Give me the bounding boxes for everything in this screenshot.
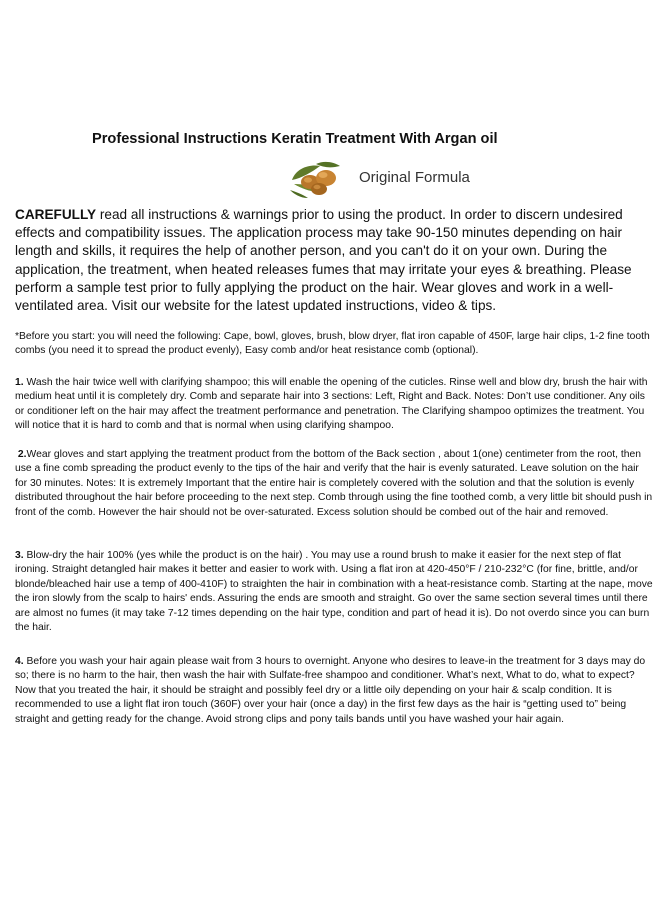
intro-paragraph bbox=[15, 206, 653, 315]
step-text: Wear gloves and start applying the treatment product from the bottom of the Back section , about 1(one) centimeter from the root, then use a fine comb spreading the product evenly to the tips of the hair and verify that the hair is evenly saturated. Leave solution on the hair for 30 minutes. Notes: It is extremely Important that the entire hair is completely covered with the solution and that the solution is evenly distributed throughout the hair before proceeding to the next step. Comb through using the fine toothed comb, a very little bit should push in front of the comb. However the hair should not be over-saturated. Excess solution should be combed out of the hair and removed. bbox=[15, 449, 653, 518]
brand-subtitle: Original Formula bbox=[359, 169, 470, 186]
step-number: 1. bbox=[15, 377, 24, 388]
step-number: 3. bbox=[15, 550, 24, 561]
argan-nuts-icon bbox=[286, 160, 346, 200]
step-number: 2. bbox=[17, 449, 27, 460]
step-4 bbox=[15, 655, 653, 727]
step-text: Before you wash your hair again please wait from 3 hours to overnight. Anyone who desires to leave-in the treatment for 3 days may do so; there is no harm to the hair, then wash the hair with Sulfate-free shampoo and conditioner. What’s next, What to do, what to expect? Now that you treated the hair, it should be straight and possibly feel dry or a little oily depending on your hair & scalp condition. It is recommended to use a light flat iron touch (360F) over your hair (once a day) in the first few days as the hair is “getting used to” being straight and getting ready for the change. Avoid strong clips and pony tails bands until you have washed your hair again. bbox=[15, 656, 646, 725]
step-3 bbox=[15, 549, 653, 635]
step-number: 4. bbox=[15, 656, 24, 667]
step-2 bbox=[15, 448, 653, 520]
intro-text: read all instructions & warnings prior to using the product. In order to discern undesired effects and compatibility issues. The application process may take 90-150 minutes depending on hair length and skills, it requires the help of another person, and you can't do it on your own. During the application, the treatment, when heated releases fumes that may irritate your eyes & breathing. Please perform a sample test prior to fully applying the product on the hair. Wear gloves and work in a well-ventilated area. Visit our website for the latest updated instructions, video & tips. bbox=[15, 207, 632, 314]
intro-lead: CAREFULLY bbox=[15, 207, 97, 222]
prep-paragraph: *Before you start: you will need the following: Cape, bowl, gloves, brush, blow dryer, flat iron capable of 450F, large hair clips, 1-2 fine tooth combs (you need it to spread the product evenly), Easy comb and/or heat resistance comb (optional). bbox=[15, 331, 650, 357]
page-title: Professional Instructions Keratin Treatment With Argan oil bbox=[92, 131, 498, 147]
brand-logo bbox=[286, 160, 526, 204]
step-text: Wash the hair twice well with clarifying shampoo; this will enable the opening of the cuticles. Rinse well and blow dry, brush the hair with medium heat until it is completely dry. Comb and separate hair into 3 sections: Left, Right and Back. Notes: Don’t use conditioner. Any oils or conditioner left on the hair may affect the treatment performance and penetration. The Clarifying shampoo optimizes the treatment. You will notice that it is hard to comb and that is normal when using clarifying shampoo. bbox=[15, 377, 648, 432]
step-1 bbox=[15, 376, 653, 434]
step-text: Blow-dry the hair 100% (yes while the product is on the hair) . You may use a round brush to make it easier for the next step of flat ironing. Straight detangled hair makes it better and easier to work with. Using a flat iron at 420-450°F / 210-232°C (for fine, brittle, and/or blonde/bleached hair use a temp of 400-410F) to straighten the hair in combination with a heat-resistance comb. Starting at the nape, move the iron slowly from the scalp to hairs' ends. Assuring the ends are smooth and straight. Go over the same section several times until there are almost no fumes (it may take 7-12 times depending on the hair type, condition and part of head it is). Do not overdo since you can burn the hair. bbox=[15, 550, 653, 634]
